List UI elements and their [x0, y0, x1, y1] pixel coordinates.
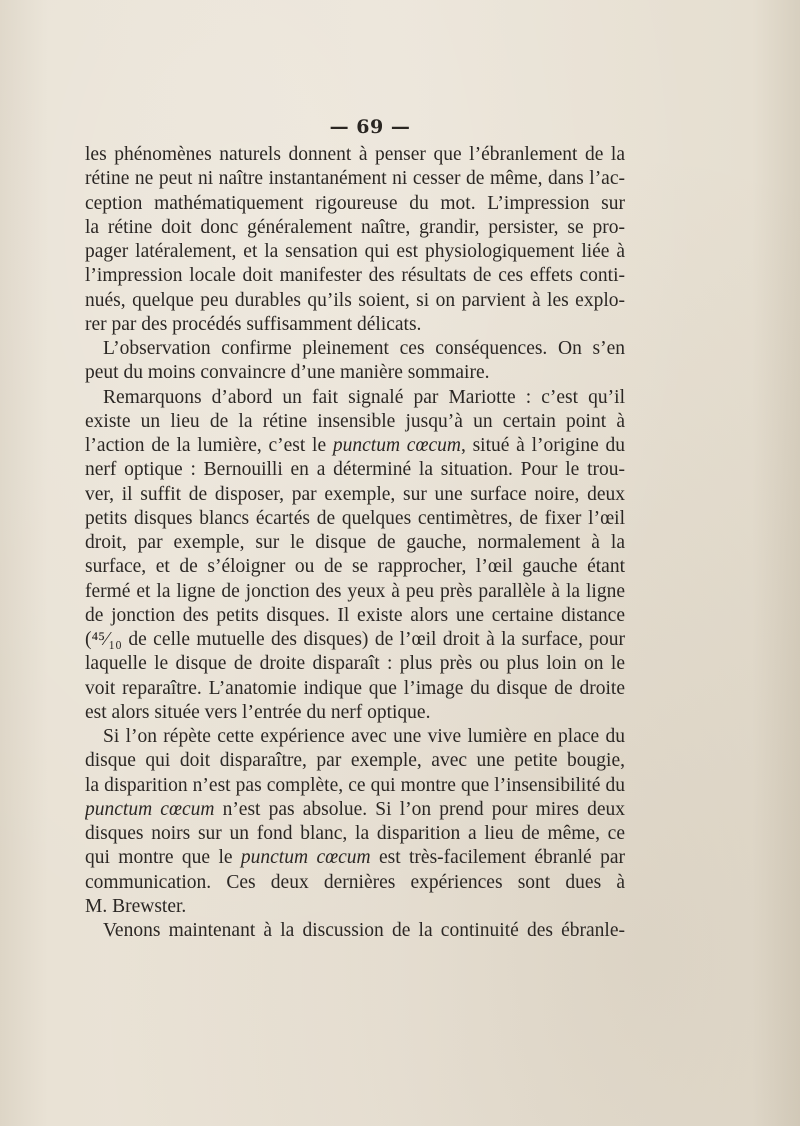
italic-term: punctum cœcum — [85, 798, 215, 820]
text-line: existe un lieu de la rétine insensible jusqu’à un certain point à — [85, 410, 625, 432]
text-line: nerf optique : Bernouilli en a déterminé la situation. Pour le trou- — [85, 459, 625, 481]
text-line: petits disques blancs écartés de quelques centimètres, de fixer l’œil — [85, 507, 625, 529]
text-line: voit reparaître. L’anatomie indique que l’image du disque de droite — [85, 677, 625, 699]
text-line: qui montre que le punctum cœcum est très-facilement ébranlé par — [85, 847, 625, 869]
text-line: la disparition n’est pas complète, ce qui montre que l’insensibilité du — [85, 774, 625, 796]
text-line: (⁴⁵⁄₁₀ de celle mutuelle des disques) de l’œil droit à la surface, pour — [85, 629, 625, 650]
text-line: l’action de la lumière, c’est le punctum cœcum, situé à l’origine du — [85, 435, 625, 456]
text-line: l’impression locale doit manifester des résultats de ces effets conti- — [85, 265, 625, 287]
italic-term: punctum cœcum — [240, 847, 371, 869]
text-line: fermé et la ligne de jonction des yeux à peu près parallèle à la ligne — [85, 580, 625, 602]
text-line: la rétine doit donc généralement naître, grandir, persister, se pro- — [85, 216, 625, 238]
text-line: les phénomènes naturels donnent à penser que l’ébranlement de la — [85, 144, 625, 165]
text-line: droit, par exemple, sur le disque de gauche, normalement à la — [85, 532, 625, 553]
text-line: Si l’on répète cette expérience avec une vive lumière en place du — [103, 726, 625, 747]
body-text — [85, 143, 625, 943]
text-line: ver, il suffit de disposer, par exemple, sur une surface noire, deux — [85, 483, 625, 505]
text-line: punctum cœcum n’est pas absolue. Si l’on prend pour mires deux — [85, 798, 625, 820]
text-line: de jonction des petits disques. Il existe alors une certaine distance — [85, 604, 625, 626]
text-line: surface, et de s’éloigner ou de se rapprocher, l’œil gauche étant — [85, 556, 625, 578]
text-line: disques noirs sur un fond blanc, la disparition a lieu de même, ce — [85, 823, 625, 844]
text-line: rétine ne peut ni naître instantanément ni cesser de même, dans l’ac- — [85, 168, 625, 190]
text-line: communication. Ces deux dernières expériences sont dues à — [85, 871, 625, 893]
text-line: est alors située vers l’entrée du nerf optique. — [85, 701, 431, 723]
page-number: — 69 — — [329, 116, 411, 138]
text-line: M. Brewster. — [85, 895, 187, 917]
text-line: Venons maintenant à la discussion de la continuité des ébranle- — [103, 920, 625, 941]
text-line: peut du moins convaincre d’une manière sommaire. — [85, 362, 490, 384]
text-line: L’observation confirme pleinement ces conséquences. On s’en — [103, 338, 625, 359]
text-line: laquelle le disque de droite disparaît : plus près ou plus loin on le — [85, 653, 625, 675]
text-line: rer par des procédés suffisamment délicats. — [85, 313, 422, 335]
text-line: ception mathématiquement rigoureuse du mot. L’impression sur — [85, 192, 625, 214]
text-line: disque qui doit disparaître, par exemple, avec une petite bougie, — [85, 750, 625, 772]
text-line: pager latéralement, et la sensation qui est physiologiquement liée à — [85, 241, 625, 262]
italic-term: punctum cœcum — [332, 435, 461, 456]
text-line: nués, quelque peu durables qu’ils soient, si on parvient à les explo- — [85, 289, 625, 311]
text-line: Remarquons d’abord un fait signalé par Mariotte : c’est qu’il — [103, 386, 625, 408]
